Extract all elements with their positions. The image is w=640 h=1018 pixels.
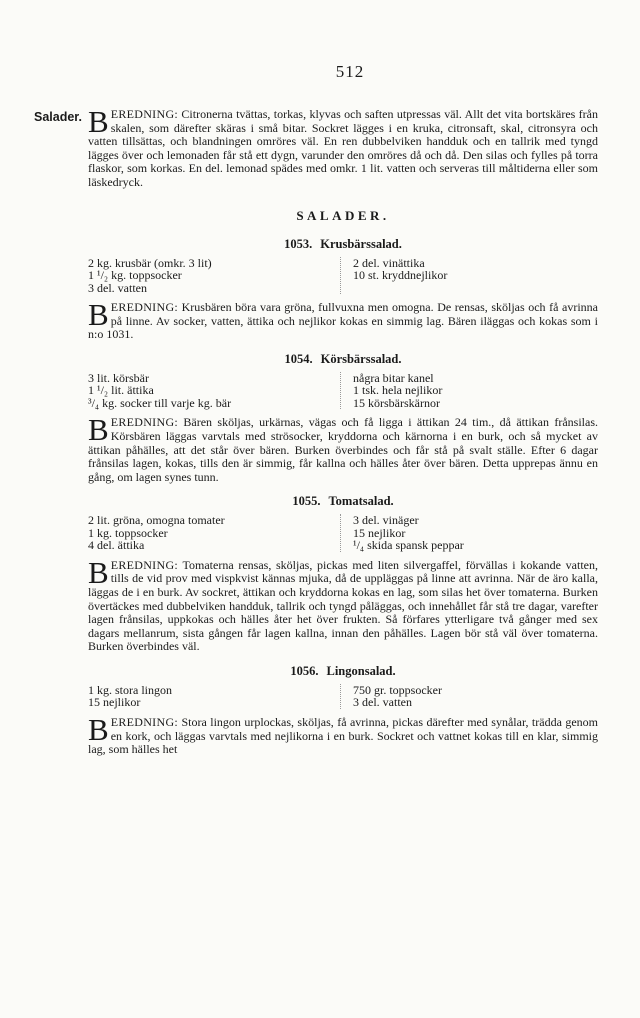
recipe-number: 1054.	[284, 351, 313, 366]
ingredient-column-right	[340, 257, 447, 295]
recipe-heading	[88, 237, 598, 252]
page-content	[88, 104, 598, 759]
recipe-number: 1056.	[290, 663, 319, 678]
recipe-instructions	[88, 554, 598, 654]
recipe-heading	[88, 664, 598, 679]
paragraph-text: Bären sköljas, urkärnas, vägas och få ligga i ättikan 24 tim., då ättikan frånsilas. Körsbären läggas varvtals med strösocker, kryddorna och kärnorna i en burk, och så mycket av ättikan påhälles, att det står över bären. Burken överbindes och får stå på svalt ställe. Efter 6 dagar frånsilas lagen, kokas, tills den är simmig, får kallna och hälles åter över bären. Detta upprepas ännu en gång, om lagen synes tunn.	[88, 415, 598, 484]
ingredient-list	[88, 684, 598, 709]
ingredient-item: 1 kg. toppsocker	[88, 525, 168, 540]
ingredient-list	[88, 372, 598, 410]
ingredient-item: ¹/₄ skida spansk peppar	[353, 538, 464, 553]
ingredient-column-left	[88, 372, 340, 410]
recipe	[88, 352, 598, 484]
ingredient-column-left	[88, 257, 340, 295]
section-title: SALADER.	[296, 207, 390, 223]
paragraph-lead: EREDNING:	[110, 557, 179, 572]
ingredient-list	[88, 514, 598, 552]
ingredient-item: 15 nejlikor	[88, 695, 141, 710]
recipe-instructions	[88, 297, 598, 342]
recipe-number: 1055.	[292, 494, 321, 509]
recipe-title: Krusbärssalad.	[320, 236, 402, 251]
recipe-heading	[88, 352, 598, 367]
recipe	[88, 664, 598, 757]
ingredient-column-right	[340, 372, 442, 410]
paragraph-text: Citronerna tvättas, torkas, klyvas och saften utpressas väl. Allt det vita bortskäres från skalen, som därefter skäras i små bitar. Sockret lägges i en kruka, citronsaft, skal, citronsyra och vatten tillsättas, och blandningen omröres väl. En ren dubbelviken handduk och en tallrik med tyngd lägges över och lemonaden får stå ett dygn, varunder den omröres då och då. Den silas och fylles på torra flaskor, som korkas. En del. lemonad spädes med omkr. 1 lit. vatten och serveras till måltiderna eller som läskedryck.	[88, 107, 598, 189]
ingredient-item: 2 kg. krusbär (omkr. 3 lit)	[88, 255, 212, 270]
recipe	[88, 494, 598, 654]
ingredient-item: 3 del. vatten	[88, 280, 147, 295]
paragraph-text: Tomaterna rensas, sköljas, pickas med liten silvergaffel, förvällas i kokande vatten, tills de vid prov med vispkvist kännas mjuka, då de uppläggas på linne att avrinna. När de äro kalla, läggas de i en burk. Av sockret, ättikan och kryddorna kokas en lag, som silas het över tomaterna. Burken övertäckes med dubbelviken handduk, tallrik och tyngd påläggas, och innehållet får stå tre dagar, varefter lagen frånsilas, uppkokas och hälles åter het över frukten. Så förfares ytterligare två gånger med sex dagars mellanrum, sista gången får lagen kallna, innan den påhälles. Lagen bör stå väl över tomaterna. Burken överbindes väl.	[88, 557, 598, 654]
ingredient-item: 3 del. vatten	[353, 695, 412, 710]
ingredient-column-left	[88, 684, 340, 709]
ingredient-item: 1 ¹/₂ lit. ättika	[88, 383, 154, 398]
recipe-instructions	[88, 711, 598, 757]
paragraph-lead: EREDNING:	[110, 107, 179, 121]
ingredient-item: 15 nejlikor	[353, 525, 406, 540]
recipe-list	[88, 237, 598, 757]
ingredient-item: 3 del. vinäger	[353, 513, 419, 528]
ingredient-item: 1 ¹/₂ kg. toppsocker	[88, 268, 182, 283]
ingredient-item: 1 tsk. hela nejlikor	[353, 383, 443, 398]
ingredient-item: 3 lit. körsbär	[88, 370, 149, 385]
recipe-title: Tomatsalad.	[328, 494, 394, 509]
ingredient-item: 1 kg. stora lingon	[88, 682, 172, 697]
drop-cap: B	[88, 412, 109, 448]
ingredient-item: 2 lit. gröna, omogna tomater	[88, 513, 225, 528]
ingredient-item: ³/₄ kg. socker till varje kg. bär	[88, 395, 232, 410]
intro-paragraph	[88, 104, 598, 190]
recipe-number: 1053.	[284, 236, 313, 251]
paragraph-text: Stora lingon urplockas, sköljas, få avrinna, pickas därefter med synålar, trädda genom en kork, och läggas varvtals med nejlikorna i en burk. Sockret och vattnet kokas till en klar, simmig lag, som hälles het	[88, 714, 598, 757]
margin-note: Salader.	[34, 110, 82, 124]
ingredient-item: 2 del. vinättika	[353, 255, 425, 270]
recipe-heading	[88, 494, 598, 509]
ingredient-item: 10 st. kryddnejlikor	[353, 268, 448, 283]
paragraph-lead: EREDNING:	[110, 415, 179, 430]
recipe-instructions	[88, 412, 598, 484]
drop-cap: B	[88, 297, 109, 333]
ingredient-column-left	[88, 514, 340, 552]
drop-cap: B	[88, 104, 109, 139]
ingredient-item: 750 gr. toppsocker	[353, 682, 442, 697]
ingredient-item: 15 körsbärskärnor	[353, 395, 440, 410]
recipe	[88, 237, 598, 342]
ingredient-item: 4 del. ättika	[88, 538, 145, 553]
drop-cap: B	[88, 711, 109, 747]
ingredient-list	[88, 257, 598, 295]
recipe-title: Körsbärssalad.	[320, 351, 402, 366]
drop-cap: B	[88, 554, 109, 590]
ingredient-column-right	[340, 684, 442, 709]
paragraph-text: Krusbären böra vara gröna, fullvuxna men omogna. De rensas, sköljas och få avrinna på linne. Av socker, vatten, ättika och nejlikor kokas en simmig lag. Bären iläggas och kokas som i n:o 1031.	[88, 300, 598, 342]
paragraph-lead: EREDNING:	[110, 300, 179, 315]
page-number: 512	[335, 62, 365, 81]
recipe-title: Lingonsalad.	[326, 663, 396, 678]
ingredient-item: några bitar kanel	[353, 370, 434, 385]
ingredient-column-right	[340, 514, 464, 552]
paragraph-lead: EREDNING:	[110, 714, 179, 729]
